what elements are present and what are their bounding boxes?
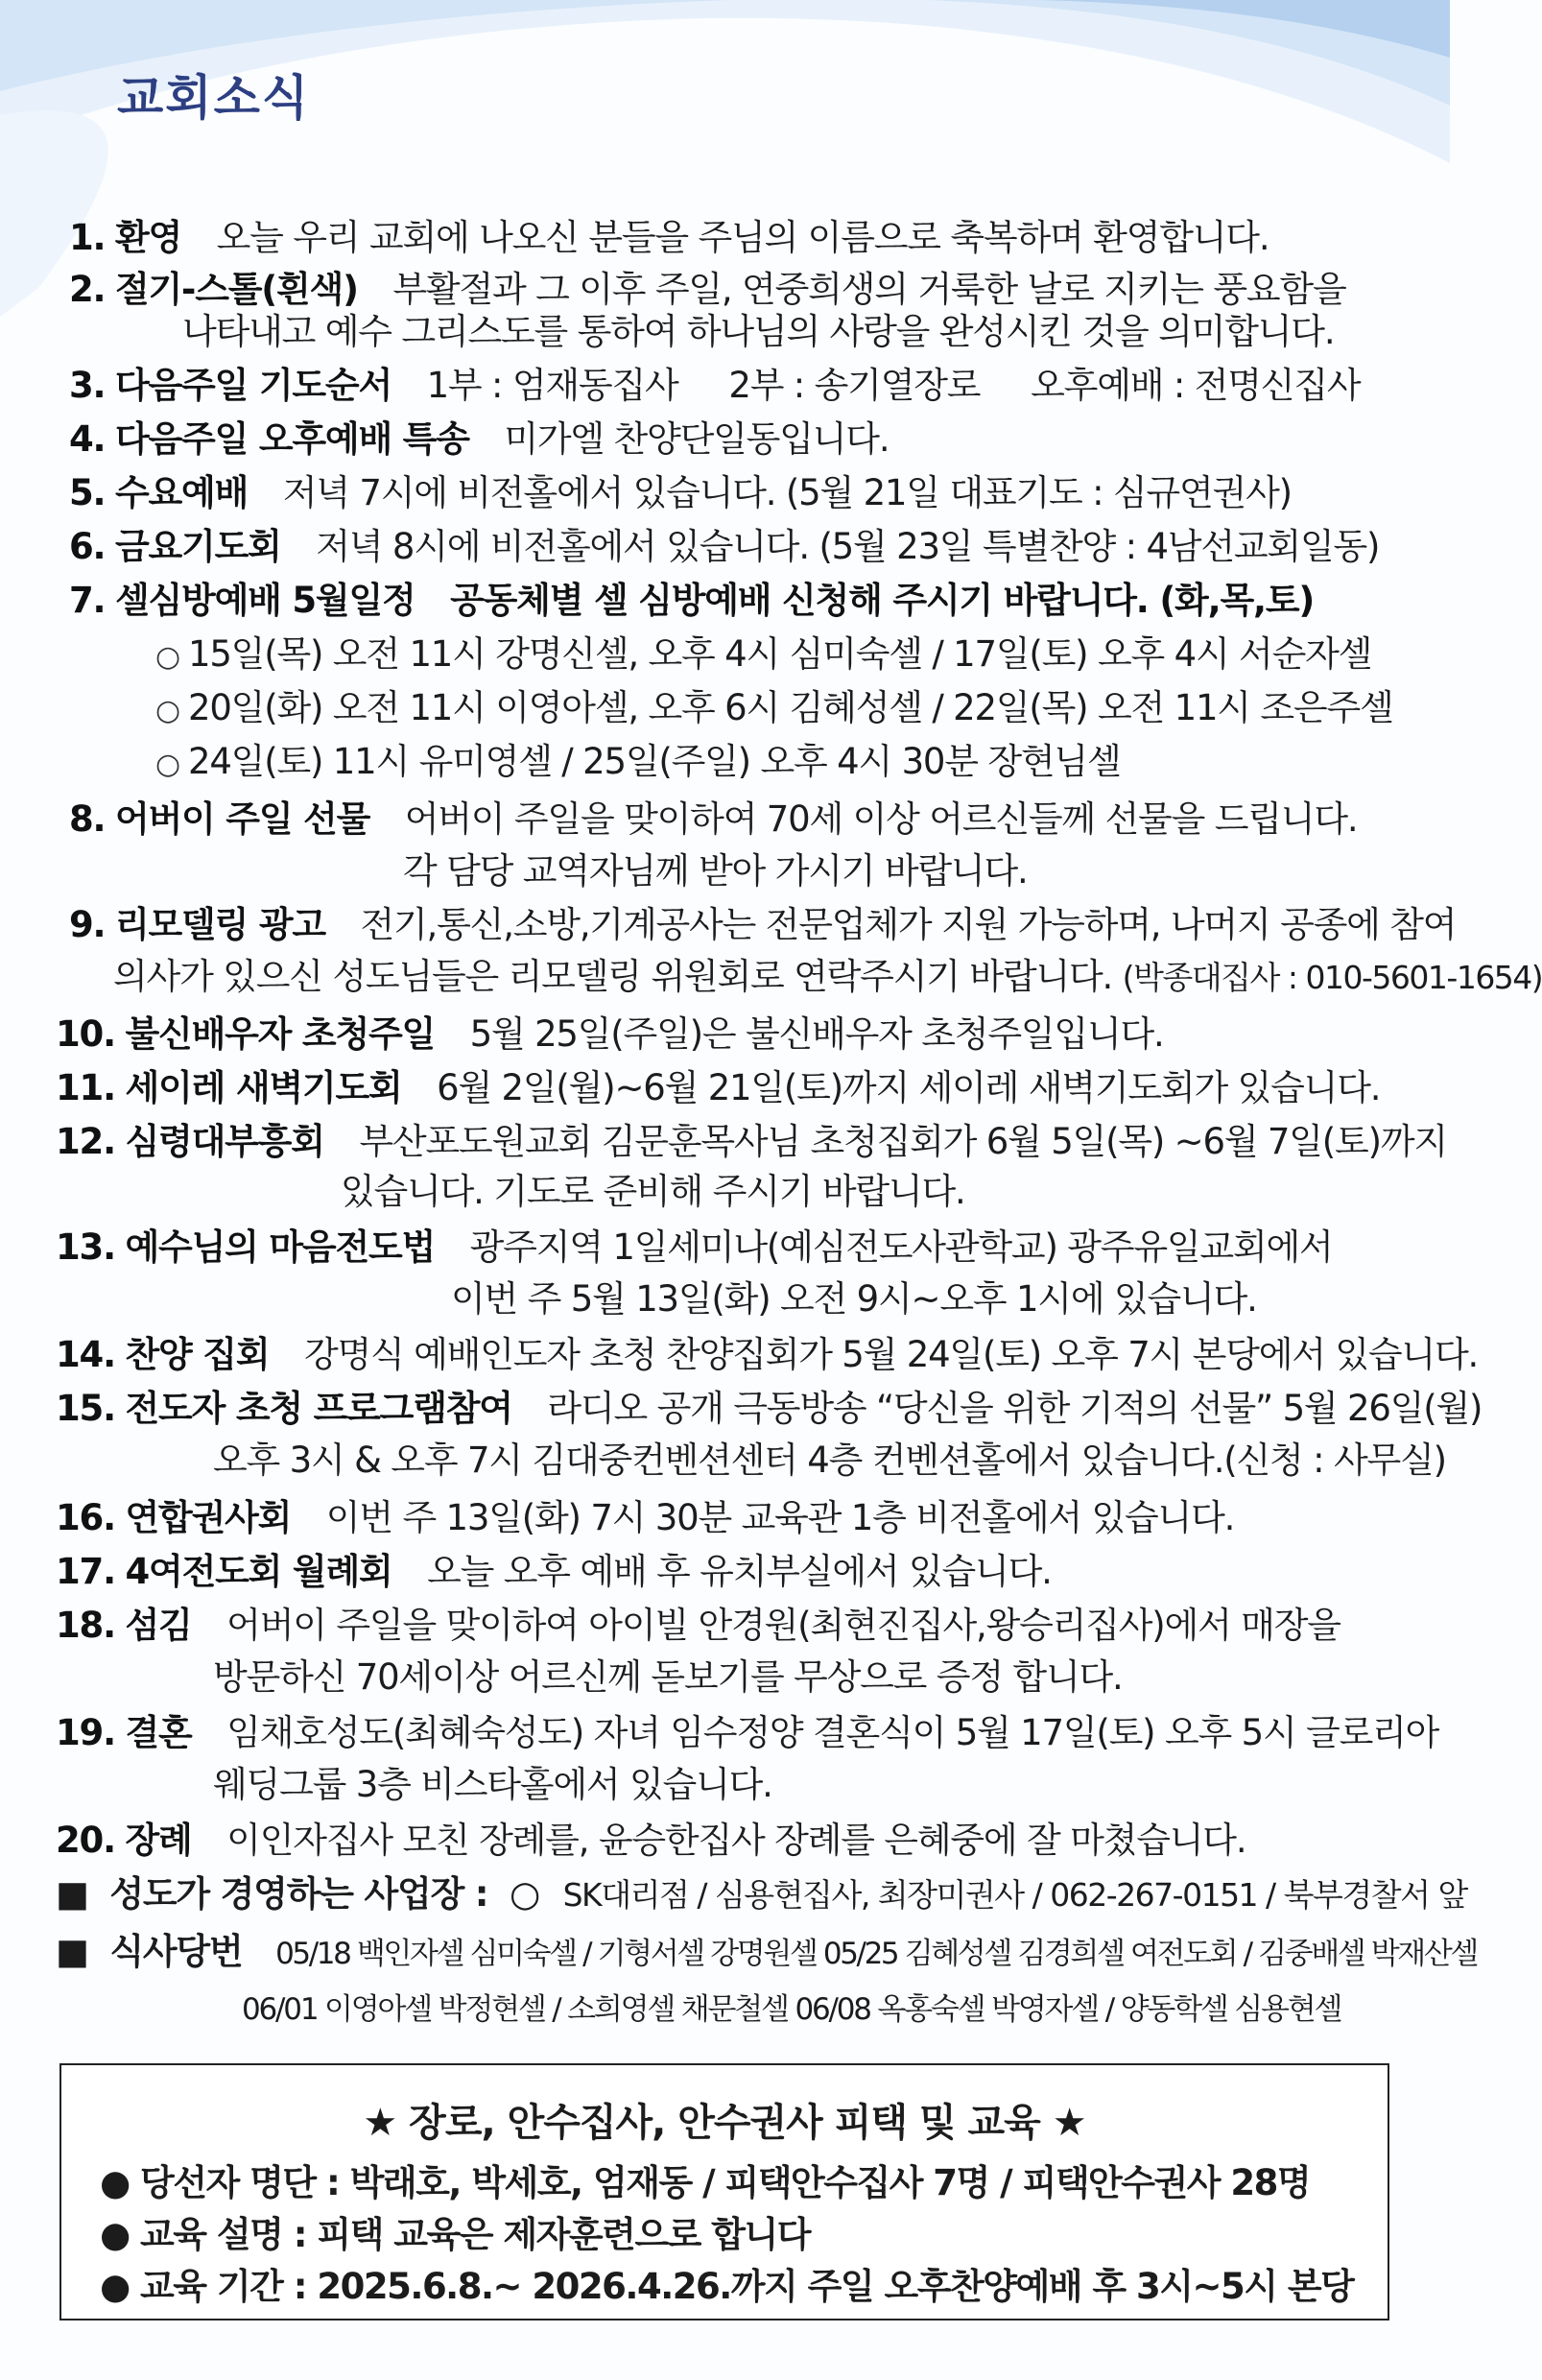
item-number: 5. xyxy=(69,472,106,513)
item-title: 다음주일 기도순서 xyxy=(114,365,391,406)
item-text: 15일(목) 오전 11시 강명신셀, 오후 4시 심미숙셀 / 17일(토) 오후 4시 서순자셀 xyxy=(188,633,1372,675)
notice-box-line xyxy=(100,2154,1310,2205)
item-text: 웨딩그룹 3층 비스타홀에서 있습니다. xyxy=(213,1764,772,1805)
notice-box-text: 교육 설명 : 피택 교육은 제자훈련으로 합니다 xyxy=(140,2214,810,2255)
item-text: 나타내고 예수 그리스도를 통하여 하나님의 사랑을 완성시킨 것을 의미합니다. xyxy=(182,311,1335,352)
circle-bullet-icon: ○ xyxy=(155,748,179,781)
item-number: 2. xyxy=(69,269,106,310)
item-text: 오후 3시 & 오후 7시 김대중컨벤션센터 4층 컨벤션홀에서 있습니다.(신청 : 사무실) xyxy=(213,1440,1446,1481)
item-text: 20일(화) 오전 11시 이영아셀, 오후 6시 김혜성셀 / 22일(목) 오전 11시 조은주셀 xyxy=(188,687,1393,728)
item-text: 의사가 있으신 성도님들은 리모델링 위원회로 연락주시기 바랍니다. xyxy=(113,956,1113,997)
item-number: 7. xyxy=(69,580,106,621)
item-number: 6. xyxy=(69,526,106,567)
item-title: 금요기도회 xyxy=(114,526,281,567)
item-title: 섬김 xyxy=(125,1605,192,1646)
notice-box-text: 당선자 명단 : 박래호, 박세호, 엄재동 / 피택안수집사 7명 / 피택안수권사 28명 xyxy=(140,2162,1311,2203)
item-title: 결혼 xyxy=(125,1712,192,1753)
item-title: 셀심방예배 5월일정 xyxy=(114,580,415,621)
item-text: 있습니다. 기도로 준비해 주시기 바랍니다. xyxy=(341,1171,965,1212)
circle-bullet-icon: ○ xyxy=(155,640,179,674)
item-text: 저녁 8시에 비전홀에서 있습니다. (5월 23일 특별찬양 : 4남선교회일동) xyxy=(316,526,1380,567)
item-text: 미가엘 찬양단일동입니다. xyxy=(504,418,890,460)
dot-bullet-icon: ● xyxy=(100,2214,130,2255)
item-number: 10. xyxy=(56,1013,115,1055)
item-title: 다음주일 오후예배 특송 xyxy=(114,418,469,460)
item-text: 광주지역 1일세미나(예심전도사관학교) 광주유일교회에서 xyxy=(469,1226,1333,1268)
item-text: 부산포도원교회 김문훈목사님 초청집회가 6월 5일(목) ~6월 7일(토)까지 xyxy=(359,1121,1447,1162)
meal-duty-line: 06/01 이영아셀 박정현셀 / 소희영셀 채문철셀 06/08 옥홍숙셀 박영자셀 / 양동학셀 심용현셀 xyxy=(242,1992,1341,2027)
item-number: 18. xyxy=(56,1605,115,1646)
item-text: 1부 : 엄재동집사 2부 : 송기열장로 오후예배 : 전명신집사 xyxy=(426,365,1361,406)
meal-duty-line: 05/18 백인자셀 심미숙셀 / 기형서셀 강명원셀 05/25 김혜성셀 김경희셀 여전도회 / 김중배셀 박재산셀 xyxy=(275,1937,1477,1971)
item-text: 24일(토) 11시 유미영셀 / 25일(주일) 오후 4시 30분 장현님셀 xyxy=(188,741,1121,782)
item-title: 불신배우자 초청주일 xyxy=(125,1013,436,1055)
item-title: 세이레 새벽기도회 xyxy=(125,1067,402,1108)
item-title: 수요예배 xyxy=(114,472,249,513)
item-title: 절기-스톨(흰색) xyxy=(114,269,358,310)
item-number: 1. xyxy=(69,217,106,258)
item-number: 14. xyxy=(56,1334,115,1375)
item-title: 연합권사회 xyxy=(125,1497,292,1538)
contact-text: (박종대집사 : 010-5601-1654) xyxy=(1122,959,1542,996)
item-number: 9. xyxy=(69,904,106,945)
item-number: 13. xyxy=(56,1226,115,1268)
item-text: 라디오 공개 극동방송 “당신을 위한 기적의 선물” 5월 26일(월) xyxy=(547,1388,1483,1429)
item-text: 전기,통신,소방,기계공사는 전문업체가 지원 가능하며, 나머지 공종에 참여 xyxy=(360,904,1457,945)
item-text: 6월 2일(월)~6월 21일(토)까지 세이레 새벽기도회가 있습니다. xyxy=(437,1067,1381,1108)
notice-box-title: ★ 장로, 안수집사, 안수권사 피택 및 교육 ★ xyxy=(363,2101,1086,2145)
item-number: 12. xyxy=(56,1121,115,1162)
item-title: 심령대부흥회 xyxy=(125,1121,324,1162)
square-bullet-icon: ■ xyxy=(56,1931,88,1972)
circle-bullet-icon: ○ xyxy=(155,694,179,727)
item-text: 부활절과 그 이후 주일, 연중희생의 거룩한 날로 지키는 풍요함을 xyxy=(392,269,1346,310)
item-number: 15. xyxy=(56,1388,115,1429)
notice-box-text: 교육 기간 : 2025.6.8.~ 2026.4.26.까지 주일 오후찬양예배 후 3시~5시 본당 xyxy=(140,2266,1354,2307)
item-title: 어버이 주일 선물 xyxy=(114,798,370,840)
item-lead-text: 공동체별 셀 심방예배 신청해 주시기 바랍니다. (화,목,토) xyxy=(450,580,1315,621)
item-text: 각 담당 교역자님께 받아 가시기 바랍니다. xyxy=(403,850,1028,892)
item-number: 3. xyxy=(69,365,106,406)
item-number: 16. xyxy=(56,1497,115,1538)
meal-duty-title: 식사당번 xyxy=(109,1931,243,1972)
item-text: 임채호성도(최혜숙성도) 자녀 임수정양 결혼식이 5월 17일(토) 오후 5시 글로리아 xyxy=(226,1712,1439,1753)
item-text: 어버이 주일을 맞이하여 70세 이상 어르신들께 선물을 드립니다. xyxy=(404,798,1358,840)
item-number: 20. xyxy=(56,1820,115,1861)
item-text: 오늘 우리 교회에 나오신 분들을 주님의 이름으로 축복하며 환영합니다. xyxy=(216,217,1269,258)
notice-box-line xyxy=(100,2257,1353,2309)
business-title: 성도가 경영하는 사업장 : xyxy=(109,1873,488,1915)
item-number: 19. xyxy=(56,1712,115,1753)
item-title: 장례 xyxy=(125,1820,192,1861)
item-number: 11. xyxy=(56,1067,115,1108)
item-title: 리모델링 광고 xyxy=(114,904,325,945)
square-bullet-icon: ■ xyxy=(56,1873,88,1915)
item-text: 이인자집사 모친 장례를, 윤승한집사 장례를 은혜중에 잘 마쳤습니다. xyxy=(226,1820,1246,1861)
page-title: 교회소식 xyxy=(117,69,311,126)
item-number: 8. xyxy=(69,798,106,840)
item-text: 저녁 7시에 비전홀에서 있습니다. (5월 21일 대표기도 : 심규연권사) xyxy=(282,472,1292,513)
item-title: 4여전도회 월례회 xyxy=(125,1551,392,1592)
item-title: 찬양 집회 xyxy=(125,1334,270,1375)
item-title: 전도자 초청 프로그램참여 xyxy=(125,1388,512,1429)
dot-bullet-icon: ● xyxy=(100,2266,130,2307)
circle-bullet-icon: ○ xyxy=(509,1873,540,1915)
dot-bullet-icon: ● xyxy=(100,2162,130,2203)
item-title: 예수님의 마음전도법 xyxy=(125,1226,436,1268)
item-text: 5월 25일(주일)은 불신배우자 초청주일입니다. xyxy=(469,1013,1164,1055)
business-text: SK대리점 / 심용현집사, 최장미권사 / 062-267-0151 / 북부경찰서 앞 xyxy=(562,1876,1467,1914)
item-text: 어버이 주일을 맞이하여 아이빌 안경원(최현진집사,왕승리집사)에서 매장을 xyxy=(226,1605,1340,1646)
item-number: 17. xyxy=(56,1551,115,1592)
item-text: 오늘 오후 예배 후 유치부실에서 있습니다. xyxy=(427,1551,1052,1592)
item-text: 이번 주 13일(화) 7시 30분 교육관 1층 비전홀에서 있습니다. xyxy=(325,1497,1235,1538)
notice-box-line xyxy=(100,2205,810,2257)
item-text: 이번 주 5월 13일(화) 오전 9시~오후 1시에 있습니다. xyxy=(451,1278,1257,1320)
item-number: 4. xyxy=(69,418,106,460)
item-text: 방문하신 70세이상 어르신께 돋보기를 무상으로 증정 합니다. xyxy=(213,1656,1123,1698)
item-title: 환영 xyxy=(114,217,182,258)
item-text: 강명식 예배인도자 초청 찬양집회가 5월 24일(토) 오후 7시 본당에서 있습니다. xyxy=(303,1334,1479,1375)
ordination-notice-box xyxy=(59,2063,1389,2320)
